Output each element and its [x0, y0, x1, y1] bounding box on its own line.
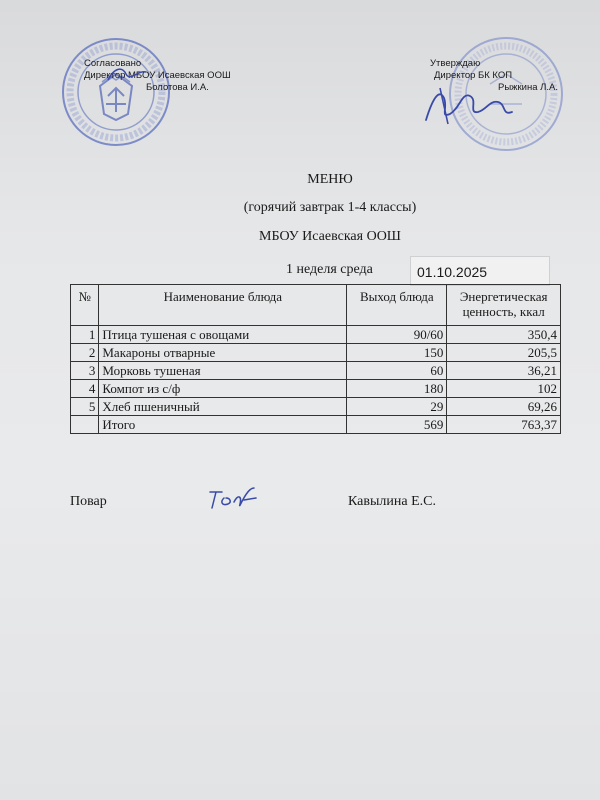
row-energy: 36,21	[447, 362, 561, 380]
row-energy: 69,26	[447, 398, 561, 416]
table-total-row	[71, 416, 561, 434]
row-dish-name: Макароны отварные	[99, 344, 347, 362]
cook-name: Кавылина Е.С.	[348, 494, 436, 509]
school-name: МБОУ Исаевская ООШ	[259, 229, 401, 244]
row-dish-name: Птица тушеная с овощами	[99, 326, 347, 344]
row-number: 5	[71, 398, 99, 416]
row-dish-name: Компот из с/ф	[99, 380, 347, 398]
row-number: 2	[71, 344, 99, 362]
approval-right-line1: Утверждаю	[430, 58, 481, 69]
row-output: 29	[347, 398, 447, 416]
table-row	[71, 398, 561, 416]
row-number: 3	[71, 362, 99, 380]
approval-left-line2: Директор МБОУ Исаевская ООШ	[84, 70, 231, 81]
header-number: №	[71, 285, 99, 326]
row-energy: 102	[447, 380, 561, 398]
week-label: 1 неделя среда	[286, 262, 373, 277]
table-row	[71, 362, 561, 380]
total-number-empty	[71, 416, 99, 434]
header-dish-name: Наименование блюда	[99, 285, 347, 326]
row-output: 180	[347, 380, 447, 398]
approval-right-line3: Рыжкина Л.А.	[497, 82, 558, 93]
left-signature	[104, 62, 154, 88]
total-label: Итого	[99, 416, 347, 434]
header-output: Выход блюда	[347, 285, 447, 326]
director-signature	[420, 84, 516, 128]
row-energy: 205,5	[447, 344, 561, 362]
header-energy: Энергетическая ценность, ккал	[447, 285, 561, 326]
row-dish-name: Морковь тушеная	[99, 362, 347, 380]
table-header-row	[71, 285, 561, 326]
row-output: 150	[347, 344, 447, 362]
total-energy: 763,37	[447, 416, 561, 434]
page-subtitle: (горячий завтрак 1-4 классы)	[243, 200, 417, 215]
approval-right-line2: Директор БК КОП	[434, 70, 513, 81]
menu-table	[70, 284, 561, 434]
table-row	[71, 344, 561, 362]
total-output: 569	[347, 416, 447, 434]
table-row	[71, 326, 561, 344]
cook-signature	[206, 484, 262, 516]
date-field: 01.10.2025	[410, 256, 550, 286]
row-dish-name: Хлеб пшеничный	[99, 398, 347, 416]
row-energy: 350,4	[447, 326, 561, 344]
page-title: МЕНЮ	[307, 172, 353, 187]
table-row	[71, 380, 561, 398]
approval-left-line3: Болотова И.А.	[146, 82, 209, 93]
row-output: 90/60	[347, 326, 447, 344]
row-output: 60	[347, 362, 447, 380]
cook-role: Повар	[70, 494, 107, 509]
approval-left-line1: Согласовано	[84, 58, 142, 69]
row-number: 4	[71, 380, 99, 398]
row-number: 1	[71, 326, 99, 344]
